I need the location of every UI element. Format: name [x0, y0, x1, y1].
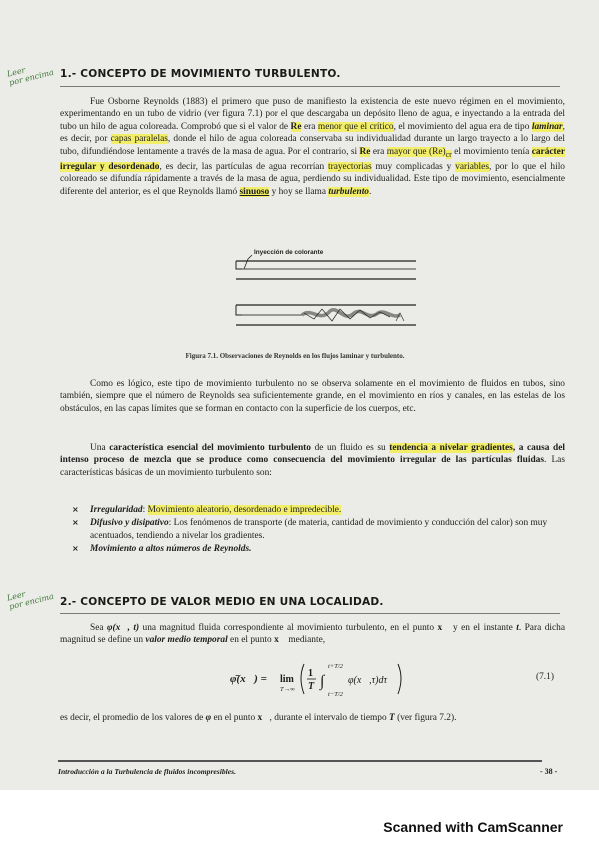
text-run: laminar [531, 121, 563, 132]
text-run: y en el instante [449, 623, 517, 633]
text-run: , a causa del intenso proceso de mezcla que se produce como consecuencia del movimiento irregular de las partículas fluidas [60, 443, 565, 466]
section-2-paragraph-1 [60, 622, 565, 647]
camscanner-watermark: Scanned with CamScanner [383, 819, 563, 835]
text-run: x⃗ [274, 635, 287, 646]
section-1-paragraph-2 [60, 378, 565, 415]
margin-note-1: Leer por encima [6, 65, 55, 88]
text-run: x⃗ [257, 713, 270, 723]
svg-text:φ̄(x⃗) =: φ̄(x⃗) = [230, 673, 267, 685]
text-run: φ(x⃗, t) [106, 623, 140, 633]
section-1-paragraph-1 [60, 96, 565, 198]
svg-text:φ(x⃗,τ)dτ: φ(x⃗,τ)dτ [348, 675, 388, 686]
list-item-text [90, 505, 341, 515]
footer-book-title: Introducción a la Turbulencia de fluidos incompresibles. [58, 767, 236, 776]
text-run: , es decir, las partículas de agua recorrían [159, 161, 328, 172]
text-run: característica esencial del movimiento turbulento [109, 443, 311, 453]
text-run: capas paralelas [110, 134, 168, 145]
text-run: es decir, el promedio de los valores de [60, 713, 206, 723]
text-run: . [368, 186, 372, 197]
text-run: (ver figura 7.2). [394, 713, 457, 723]
bullet-marker-icon: × [72, 544, 79, 554]
text-run: valor medio temporal [145, 635, 228, 646]
text-run: Movimiento a altos números de Reynolds. [90, 544, 252, 555]
laminar-inlet [236, 261, 242, 269]
text-run: en el punto [211, 713, 258, 723]
text-run: t [516, 623, 519, 633]
text-run: , por lo que el hilo coloreado se difundía rápidamente a través de la masa de agua, perdiendo su individualidad. Este tipo de movimiento, esencialmente diferente del anterior, es el que Reynolds llamó [60, 161, 565, 197]
svg-text:T→∞: T→∞ [280, 686, 295, 693]
list-item [72, 543, 562, 555]
bullet-marker-icon: × [72, 505, 79, 514]
dye-injector [244, 255, 252, 269]
svg-text:t−T/2: t−T/2 [328, 691, 343, 698]
section-1-paragraph-3 [60, 442, 565, 479]
text-run: y hoy se llama [269, 186, 329, 197]
text-run: de un fluido es su [310, 443, 390, 453]
text-run: . Las características básicas de un movimiento turbulento son: [60, 455, 565, 478]
characteristics-list [72, 504, 562, 557]
text-run: , durante el intervalo de tiempo [269, 713, 389, 723]
reynolds-experiment-figure [228, 247, 418, 337]
text-run: sinuoso [239, 186, 270, 197]
text-run: en el punto [227, 635, 275, 646]
svg-text:t+T/2: t+T/2 [328, 663, 343, 670]
text-run: : Los fenómenos de transporte (de materia, cantidad de movimiento y conducción del calor) son muy acentuados, tendiendo a nivelar los gradientes. [90, 518, 548, 541]
text-run: el movimiento tenía [451, 146, 532, 157]
text-run: T [389, 713, 395, 723]
text-run: , donde el hilo de agua coloreada conservaba su individualidad durante un largo trayecto a lo largo del tubo, difundiéndose lentamente a través de la masa de agua. Por el contrario, si [60, 134, 566, 157]
rich-paragraph [60, 622, 565, 647]
section-2-paragraph-2 [60, 712, 565, 724]
equation-mean-value [230, 656, 430, 700]
section-1-rule [60, 86, 560, 87]
rich-paragraph [60, 96, 565, 198]
turbulent-inlet [236, 305, 242, 315]
text-run: era [370, 146, 387, 157]
text-run: x⃗ [437, 623, 450, 633]
svg-text:lim: lim [280, 674, 294, 685]
text-run: : [142, 505, 148, 515]
text-run: Movimiento aleatorio, desordenado e impredecible. [147, 505, 342, 515]
text-run: , es decir, por [60, 121, 565, 145]
svg-text:1: 1 [308, 668, 313, 679]
figure-caption: Figura 7.1. Observaciones de Reynolds en los flujos laminar y turbulento. [185, 352, 405, 360]
text-run: Re [290, 121, 302, 132]
list-item [72, 517, 562, 542]
section-2-rule [60, 613, 560, 614]
text-run: mayor que (Re) [386, 146, 446, 157]
list-item-text [90, 518, 547, 540]
text-run: una magnitud fluida correspondiente al movimiento turbulento, en el punto [139, 623, 438, 633]
paragraph-text: Como es lógico, este tipo de movimiento turbulento no se observa solamente en el movimiento de fluidos en tubos, sino también, siempre que el número de Reynolds sea suficientemente grande, en el movimiento en ríos y canales, en las estelas de los obstáculos, en las capas límites que se forman en contacto con la superficie de los cuerpos, etc. [60, 379, 565, 414]
margin-note-2: Leer por encima [6, 589, 55, 612]
text-run: Re [359, 146, 371, 157]
text-run: cr [445, 149, 452, 159]
list-item [72, 504, 562, 516]
svg-text:∫: ∫ [320, 673, 325, 690]
list-item-text [90, 544, 251, 554]
text-run: era [301, 121, 318, 132]
text-run: Difusivo y disipativo [90, 518, 169, 529]
svg-text:T: T [308, 681, 315, 692]
figure-label: Inyección de colorante [254, 249, 324, 256]
rich-paragraph [60, 442, 565, 479]
text-run: Fue Osborne Reynolds (1883) el primero que puso de manifiesto la existencia de este nuevo régimen en el movimiento, experimentando en un tubo de vidrio (ver figura 7.1) por el que descargaba un depósito lleno de agua, e inyectando a la entrada del tubo un hilo de agua coloreada. Comprobó que si el valor de [60, 97, 565, 132]
text-run: . Para dicha magnitud se define un [60, 623, 565, 646]
footer-rule [58, 760, 542, 762]
text-run: trayectorias [327, 161, 372, 172]
text-run: Irregularidad [90, 505, 143, 515]
text-run: variables [455, 161, 489, 172]
text-run: mediante, [286, 635, 326, 646]
text-run: turbulento [328, 186, 369, 197]
bullet-marker-icon: × [72, 518, 79, 528]
section-1-title: 1.- CONCEPTO DE MOVIMIENTO TURBULENTO. [60, 68, 341, 80]
rich-paragraph [60, 712, 565, 724]
text-run: φ [205, 713, 212, 723]
text-run: tendencia a nivelar gradientes [389, 443, 513, 453]
page-number: - 38 - [540, 767, 558, 776]
text-run: muy complicadas y [371, 161, 456, 172]
text-run: Una [90, 443, 110, 453]
text-run: carácter irregular y desordenado [60, 146, 565, 172]
text-run: menor que el crítico [317, 121, 394, 132]
text-run: , el movimiento del agua era de tipo [393, 121, 532, 132]
equation-number: (7.1) [536, 672, 554, 682]
section-2-title: 2.- CONCEPTO DE VALOR MEDIO EN UNA LOCALIDAD. [60, 596, 384, 608]
text-run: Sea [90, 623, 107, 633]
